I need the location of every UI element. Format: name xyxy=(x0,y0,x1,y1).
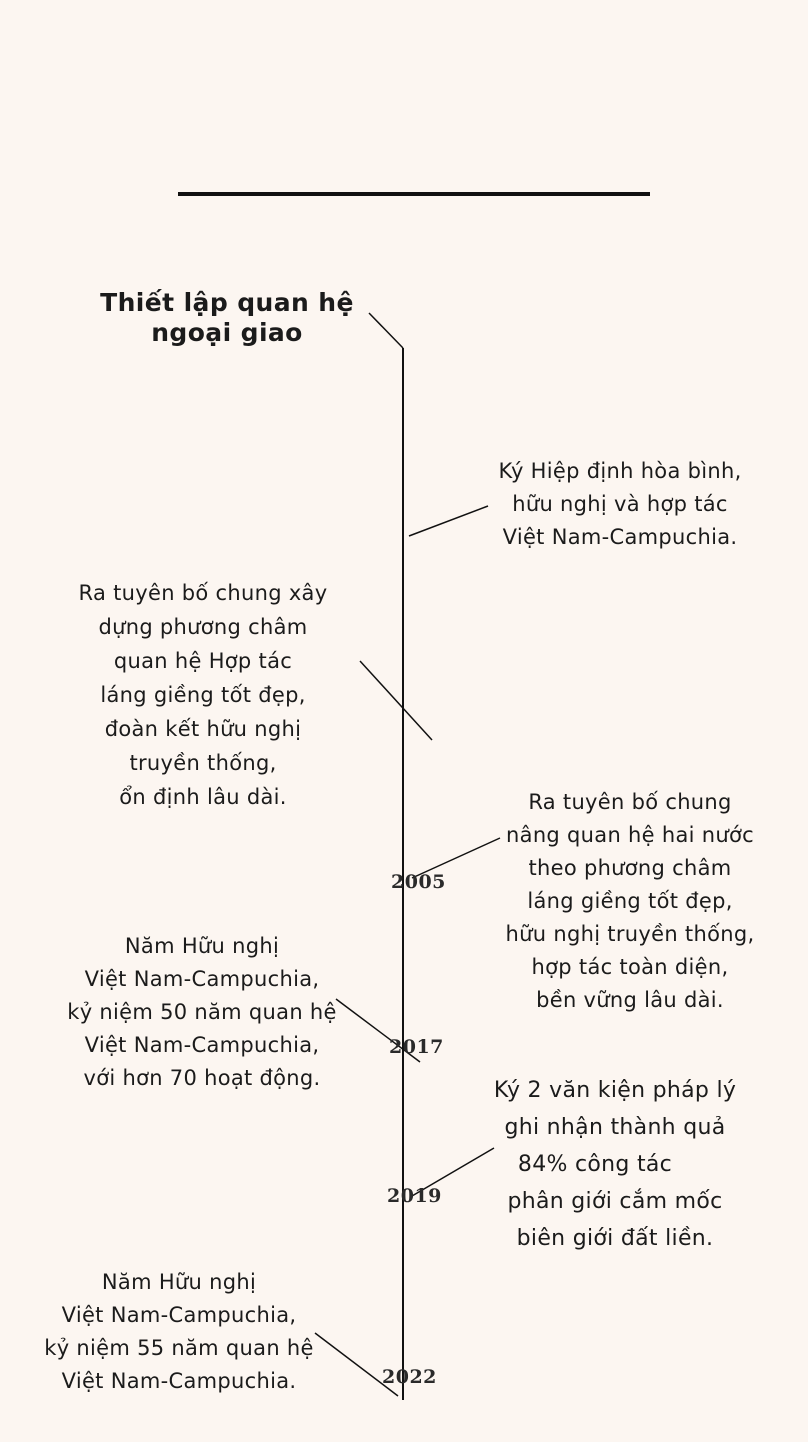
event-joint-statement-1 xyxy=(58,576,348,814)
event-line: láng giềng tốt đẹp, xyxy=(527,889,733,913)
event-line: đoàn kết hữu nghị xyxy=(104,717,302,741)
event-line: biên giới đất liền. xyxy=(516,1226,714,1251)
event-friendship-year-2022 xyxy=(34,1266,324,1398)
event-line: Việt Nam-Campuchia. xyxy=(502,525,738,549)
event-line: kỷ niệm 50 năm quan hệ xyxy=(67,1000,337,1024)
year-label-2019: 2019 xyxy=(387,1185,442,1207)
event-line: Việt Nam-Campuchia, xyxy=(61,1303,297,1327)
event-line: ghi nhận thành quả xyxy=(504,1115,726,1140)
event-line: Ký 2 văn kiện pháp lý xyxy=(493,1078,737,1103)
event-line: ổn định lâu dài. xyxy=(119,785,287,809)
event-line: Ký Hiệp định hòa bình, xyxy=(498,459,742,483)
event-line: kỷ niệm 55 năm quan hệ xyxy=(44,1336,314,1360)
event-line: hữu nghị truyền thống, xyxy=(505,922,755,946)
event-line: láng giềng tốt đẹp, xyxy=(100,683,306,707)
event-line: nâng quan hệ hai nước xyxy=(506,823,754,847)
timeline-heading xyxy=(92,288,362,348)
event-line: phân giới cắm mốc xyxy=(507,1189,723,1214)
connector-heading xyxy=(369,313,403,348)
event-joint-statement-2 xyxy=(490,786,770,1017)
year-label-2022: 2022 xyxy=(382,1366,437,1388)
event-line: Việt Nam-Campuchia, xyxy=(84,967,320,991)
event-line: Năm Hữu nghị xyxy=(101,1270,257,1294)
event-line: với hơn 70 hoạt động. xyxy=(83,1066,321,1090)
event-line: hữu nghị và hợp tác xyxy=(512,492,728,516)
year-label-2005: 2005 xyxy=(391,871,446,893)
event-border-documents xyxy=(470,1072,760,1257)
event-line: Năm Hữu nghị xyxy=(124,934,280,958)
event-line: quan hệ Hợp tác xyxy=(113,649,293,673)
year-label-2017: 2017 xyxy=(389,1036,444,1058)
event-line: dựng phương châm xyxy=(98,615,308,639)
event-peace-treaty xyxy=(470,455,770,554)
event-line: Việt Nam-Campuchia. xyxy=(61,1369,297,1393)
heading-line: ngoại giao xyxy=(151,318,303,347)
event-line: bền vững lâu dài. xyxy=(536,988,724,1012)
connector-joint-statement-1 xyxy=(360,661,432,740)
event-line: 84% công tác xyxy=(517,1152,673,1177)
event-line: Ra tuyên bố chung xyxy=(528,790,732,814)
event-line: Việt Nam-Campuchia, xyxy=(84,1033,320,1057)
event-line: truyền thống, xyxy=(129,751,277,775)
event-line: hợp tác toàn diện, xyxy=(531,955,729,979)
heading-line: Thiết lập quan hệ xyxy=(100,288,354,317)
event-line: theo phương châm xyxy=(528,856,732,880)
event-friendship-year-2017 xyxy=(52,930,352,1095)
event-line: Ra tuyên bố chung xây xyxy=(78,581,328,605)
